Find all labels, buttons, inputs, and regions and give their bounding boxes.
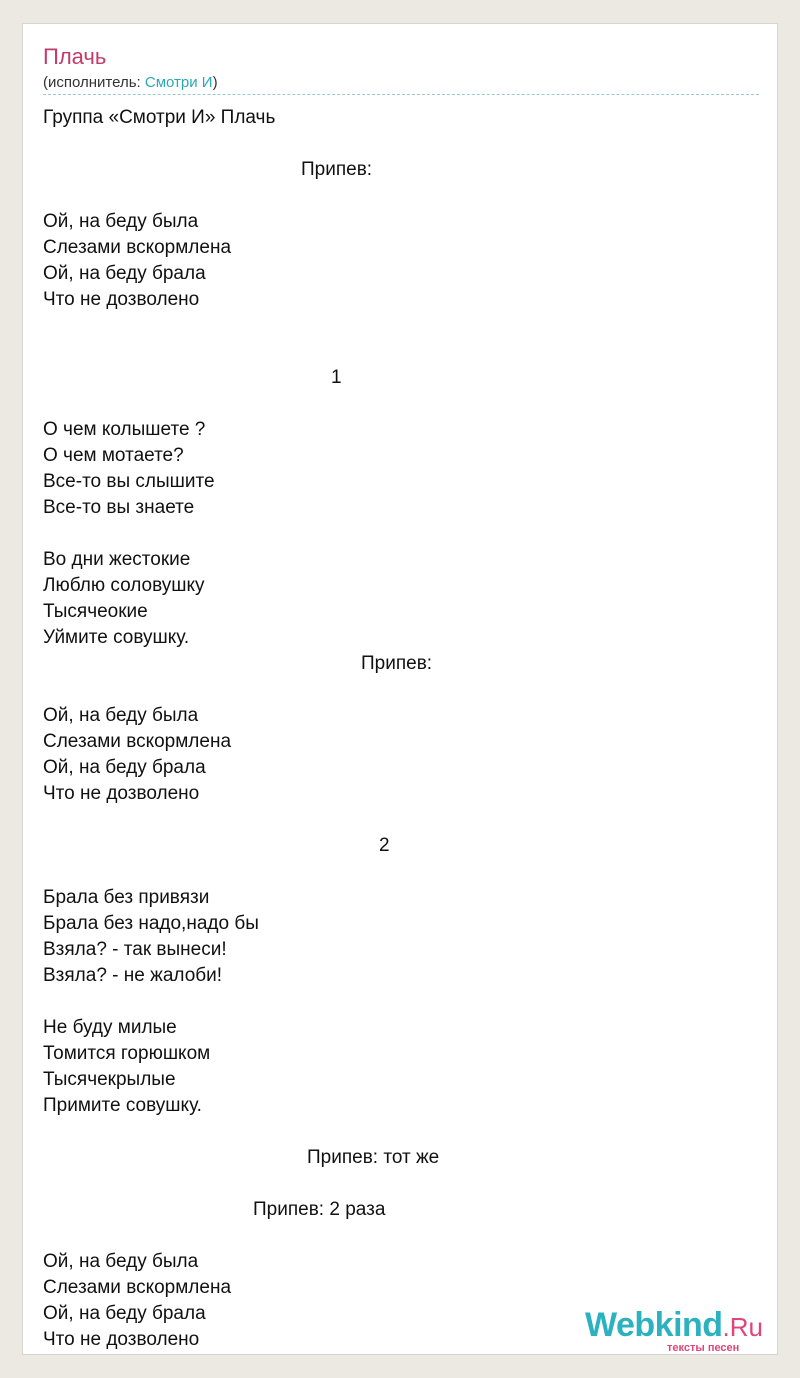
divider [43, 94, 759, 95]
lyric-blank-line [43, 183, 759, 209]
lyric-line: Слезами вскормлена [43, 237, 232, 258]
artist-suffix: ) [212, 74, 218, 91]
lyric-blank-line [43, 131, 759, 157]
lyric-blank-line [43, 1171, 759, 1197]
lyric-line: 2 [379, 835, 390, 856]
lyric-line: Припев: [361, 653, 433, 674]
song-title: Плачь [43, 44, 107, 69]
lyric-line: Ой, на беду брала [43, 757, 206, 778]
lyric-line: Что не дозволено [43, 1329, 200, 1350]
lyric-line: Томится горюшком [43, 1043, 211, 1064]
lyric-line: Слезами вскормлена [43, 1277, 232, 1298]
lyric-line: 1 [331, 367, 342, 388]
lyric-blank-line [43, 677, 759, 703]
lyric-line: Припев: тот же [307, 1147, 440, 1168]
lyric-line: Припев: [301, 159, 373, 180]
logo-wordmark [585, 1306, 763, 1345]
lyrics-body [43, 105, 759, 1353]
lyric-blank-line [43, 313, 759, 339]
lyric-line: Тысячеокие [43, 601, 148, 622]
logo-tagline: тексты песен [667, 1342, 740, 1354]
logo-suffix: .Ru [722, 1312, 764, 1342]
lyric-line: Брала без привязи [43, 887, 210, 908]
lyric-blank-line [43, 989, 759, 1015]
lyric-blank-line [43, 859, 759, 885]
lyric-line: О чем колышете ? [43, 419, 206, 440]
lyric-line: Все-то вы знаете [43, 497, 195, 518]
artist-prefix: (исполнитель: [43, 74, 145, 91]
lyric-line: Что не дозволено [43, 783, 200, 804]
lyric-line: Взяла? - не жалоби! [43, 965, 223, 986]
lyric-blank-line [43, 521, 759, 547]
lyric-line: Примите совушку. [43, 1095, 202, 1116]
lyric-line: Ой, на беду была [43, 211, 199, 232]
lyric-line: Взяла? - так вынеси! [43, 939, 227, 960]
lyric-blank-line [43, 1119, 759, 1145]
lyric-blank-line [43, 339, 759, 365]
webkind-logo[interactable] [585, 1306, 785, 1356]
lyric-line: Слезами вскормлена [43, 731, 232, 752]
lyric-line: Что не дозволено [43, 289, 200, 310]
lyric-line: Все-то вы слышите [43, 471, 215, 492]
lyric-line: Ой, на беду была [43, 705, 199, 726]
lyric-line: Ой, на беду была [43, 1251, 199, 1272]
logo-main-text: Webkind [585, 1306, 723, 1344]
lyric-line: Уймите совушку. [43, 627, 190, 648]
lyric-line: Во дни жестокие [43, 549, 191, 570]
lyric-line: Группа «Смотри И» Плачь [43, 107, 276, 128]
artist-link[interactable]: Смотри И [144, 74, 213, 91]
lyric-line: Брала без надо,надо бы [43, 913, 259, 934]
lyric-blank-line [43, 807, 759, 833]
lyric-line: Припев: 2 раза [253, 1199, 386, 1220]
lyric-line: Не буду милые [43, 1017, 177, 1038]
lyric-line: Люблю соловушку [43, 575, 205, 596]
artist-line [43, 74, 218, 91]
lyric-blank-line [43, 1223, 759, 1249]
lyric-line: О чем мотаете? [43, 445, 184, 466]
lyrics-page [22, 23, 778, 1355]
lyric-blank-line [43, 391, 759, 417]
lyric-line: Ой, на беду брала [43, 1303, 206, 1324]
lyric-line: Ой, на беду брала [43, 263, 206, 284]
lyric-line: Тысячекрылые [43, 1069, 176, 1090]
